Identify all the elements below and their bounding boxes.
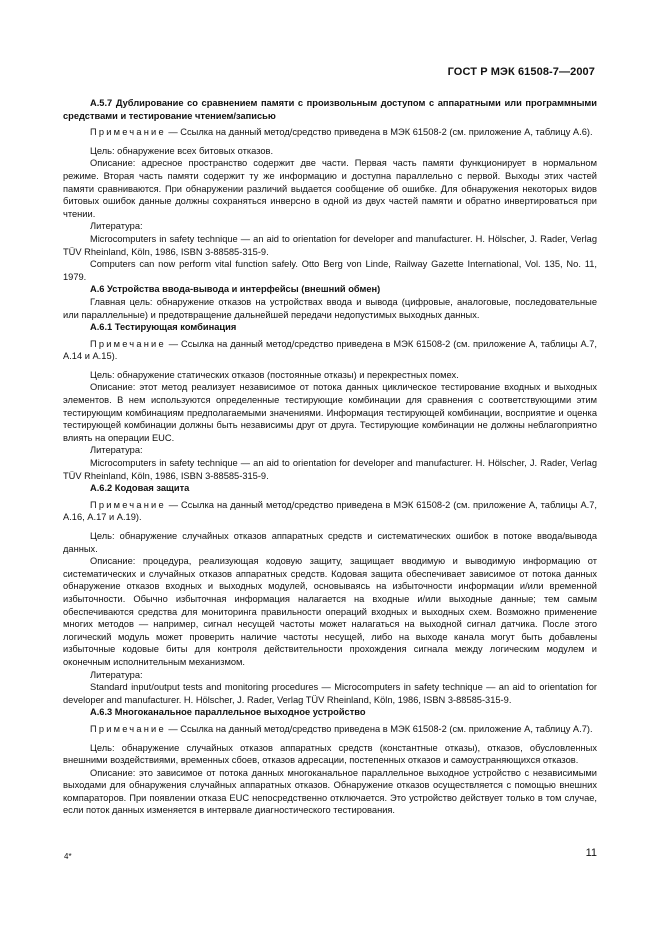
literature-label: Литература:: [90, 445, 143, 456]
note-word: Примечание: [90, 338, 166, 349]
aim-a57: Цель: обнаружение всех битовых отказов.: [90, 145, 274, 156]
literature-label: Литература:: [90, 221, 143, 232]
literature-label: Литература:: [90, 669, 143, 680]
description-a63: Описание: это зависимое от потока данных многоканальное параллельное выходное устройство с независимыми выходами для обнаружения случайных аппаратных отказов. Обнаружение отказов осуществляется с помощью внешних компараторов. При появлении отказа EUC непосредственно отключается. Это устройство действует только в том случае, если поток данных изменяется в интервале диагностического тестирования.: [63, 767, 597, 816]
note-a62: Примечание — Ссылка на данный метод/средство приведена в МЭК 61508-2 (см. приложение А, таблицы А.7, А.16, А.17 и А.19).: [63, 499, 597, 523]
note-a57: Примечание — Ссылка на данный метод/средство приведена в МЭК 61508-2 (см. приложение А, таблицу А.6).: [90, 127, 593, 138]
section-title-a63: А.6.3 Многоканальное параллельное выходное устройство: [90, 707, 366, 718]
section-title-a57: А.5.7 Дублирование со сравнением памяти с произвольным доступом с аппаратными или программными средствами и тестирование чтением/записью: [63, 98, 597, 121]
note-word: Примечание: [90, 127, 166, 138]
note-word: Примечание: [90, 723, 166, 734]
footer-sheet-mark: 4*: [64, 852, 72, 861]
description-a61: Описание: этот метод реализует независимое от потока данных циклическое тестирование входных и выходных элементов. В нем используются определенные тестирующие комбинации для сравнения с соответствующими этим тестирующим комбинациям предполагаемыми значениями. Информация тестирующей комбинации, восприятие и оценка тестирующей комбинации должны быть независимы друг от друга. Тестирующие комбинации не должны неблагоприятно влиять на операции EUC.: [63, 382, 597, 443]
description-a57: Описание: адресное пространство содержит две части. Первая часть памяти функционирует в нормальном режиме. Вторая часть памяти содержит ту же информацию и доступна параллельно с первой. Выходы этих частей памяти сравниваются. При обнаружении различий выдается сообщение об ошибке. Для обнаружения некоторых видов битовых ошибок данные должны сохраняться инверсно в одной из двух частей памяти и обратно инвертироваться при чтении.: [63, 158, 597, 219]
section-title-a62: А.6.2 Кодовая защита: [90, 483, 190, 494]
aim-a61: Цель: обнаружение статических отказов (постоянные отказы) и перекрестных помех.: [90, 369, 459, 380]
section-title-a6: А.6 Устройства ввода-вывода и интерфейсы (внешний обмен): [90, 284, 381, 295]
literature-item: Standard input/output tests and monitoring procedures — Microcomputers in safety technique — an aid to orientation for developer and manufacturer. H. Hölscher, J. Rader, Verlag TÜV Rheinland, Köln, 1986, ISBN 3-88585-315-9.: [63, 682, 597, 705]
literature-item: Computers can now perform vital function safely. Otto Berg von Linde, Railway Gazette International, Vol. 135, No. 11, 1979.: [63, 259, 597, 282]
description-a62: Описание: процедура, реализующая кодовую защиту, защищает вводимую и выводимую информацию от систематических и случайных отказов аппаратных средств. Кодовая защита обеспечивает зависимое от потока данных обнаружение отказов входных и выходных модулей, основываясь на избыточности информации и/или временной избыточности. Обычно избыточная информация налагается на входные и/или выходные данные; тем самым обеспечиваются средства для мониторинга правильности операций входных и выходных схем. Возможно применение многих методов — например, сигнал несущей частоты может налагаться на выходной сигнал датчика. После этого логический модуль может проверить наличие частоты несущей, либо на выходе канала могут быть добавлены избыточные кодовые биты для контроля действительности прохождения сигнала между логическим модулем и оконечным исполнительным механизмом.: [63, 556, 597, 667]
aim-a62: Цель: обнаружение случайных отказов аппаратных средств и систематических ошибок в потоке ввода/вывода данных.: [63, 531, 597, 554]
document-header: ГОСТ Р МЭК 61508-7—2007: [447, 66, 595, 78]
section-title-a61: А.6.1 Тестирующая комбинация: [90, 322, 237, 333]
note-a61: Примечание — Ссылка на данный метод/средство приведена в МЭК 61508-2 (см. приложение А, таблицы А.7, А.14 и А.15).: [63, 338, 597, 362]
literature-item: Microcomputers in safety technique — an aid to orientation for developer and manufacturer. H. Hölscher, J. Rader, Verlag TÜV Rheinland, Köln, 1986, ISBN 3-88585-315-9.: [63, 458, 597, 481]
page-content: [63, 97, 597, 817]
note-a63: Примечание — Ссылка на данный метод/средство приведена в МЭК 61508-2 (см. приложение А, таблицу А.7).: [90, 723, 593, 734]
note-word: Примечание: [90, 499, 166, 510]
aim-a63: Цель: обнаружение случайных отказов аппаратных средств (константные отказы), отказов, обусловленных внешними воздействиями, временных сбоев, отказов адресации, постепенных отказов и самоустраняющихся отказов.: [63, 742, 597, 766]
page-number: 11: [585, 847, 597, 859]
literature-item: Microcomputers in safety technique — an aid to orientation for developer and manufacturer. H. Hölscher, J. Rader, Verlag TÜV Rheinland, Köln, 1986, ISBN 3-88585-315-9.: [63, 233, 597, 257]
aim-a6: Главная цель: обнаружение отказов на устройствах ввода и вывода (цифровые, аналоговые, последовательные или параллельные) и предотвращение дальнейшей передачи недопустимых выходных данных.: [63, 296, 597, 320]
